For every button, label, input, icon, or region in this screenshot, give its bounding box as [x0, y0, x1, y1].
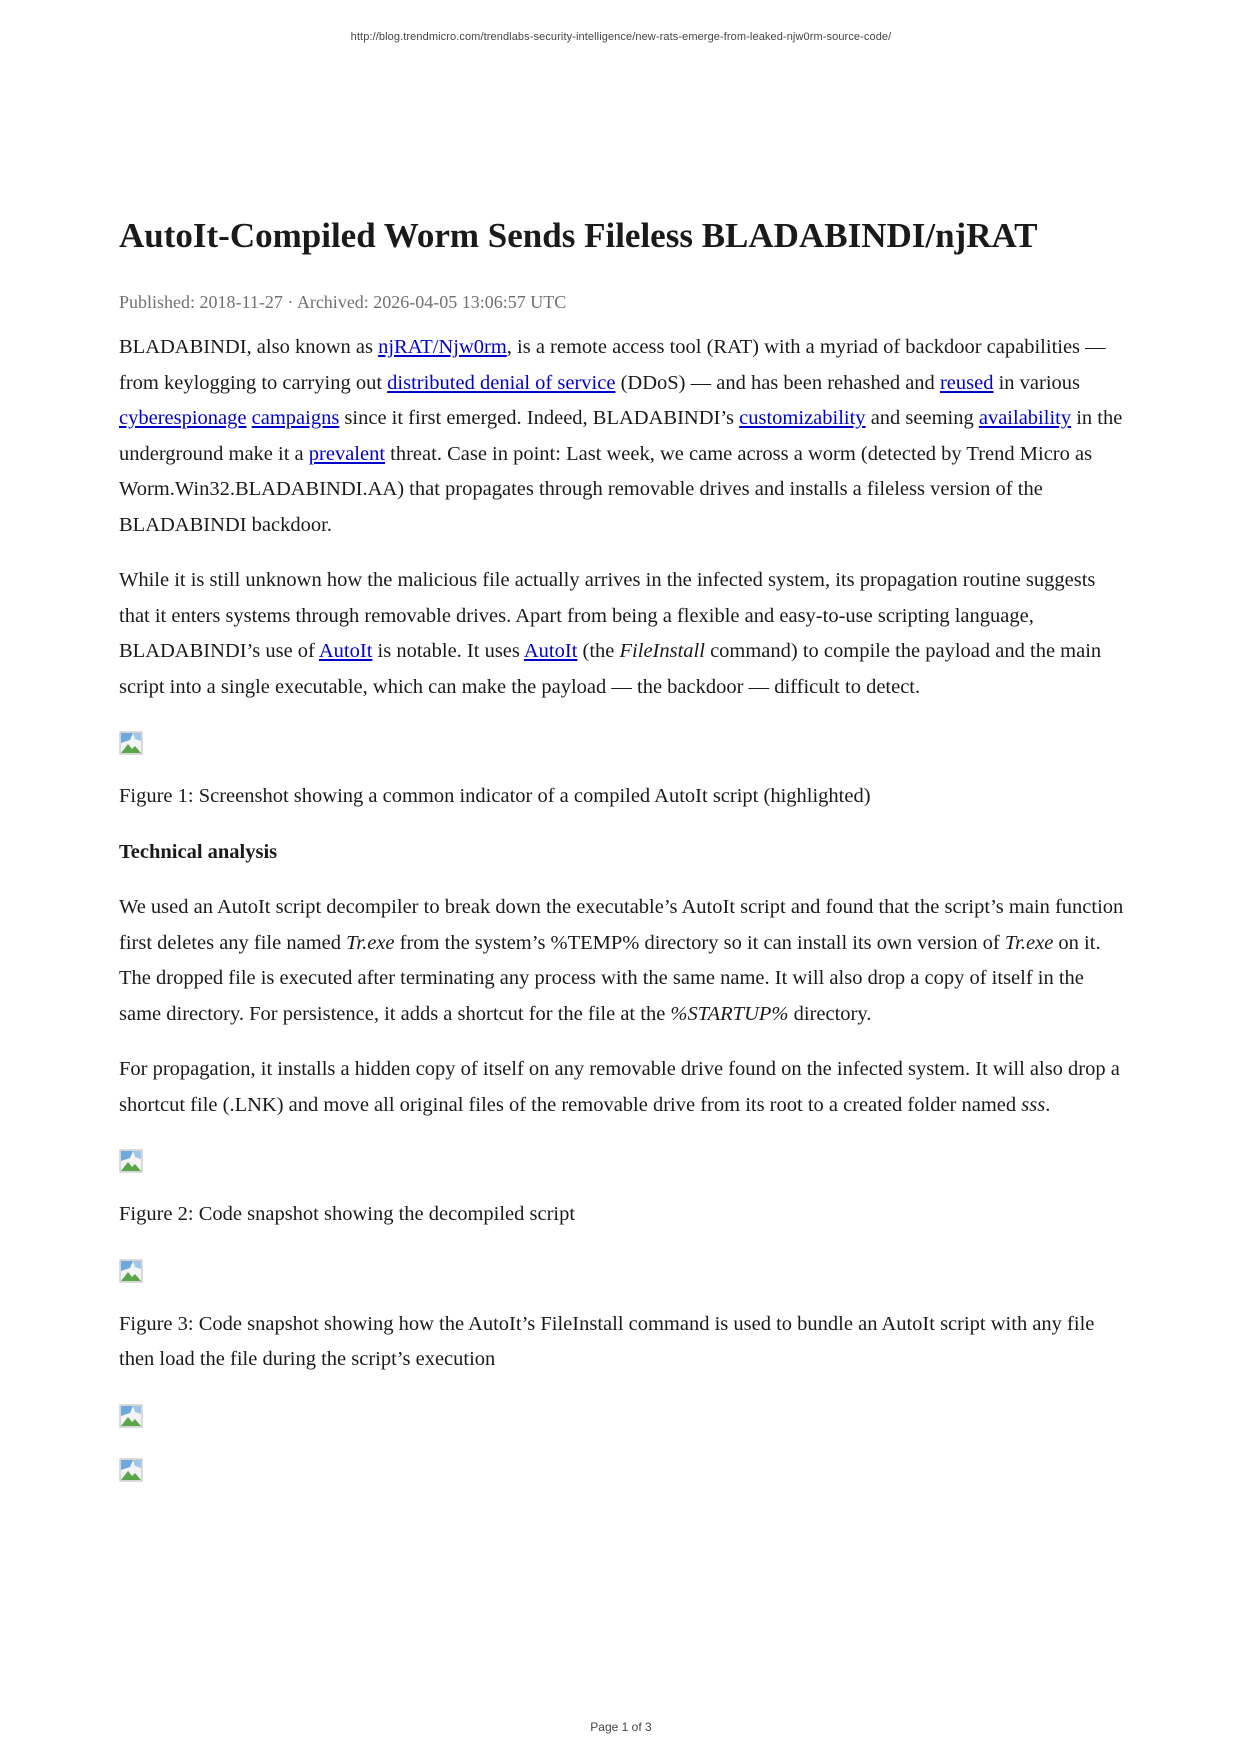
text-run: (DDoS) — and has been rehashed and	[615, 371, 940, 394]
broken-image-icon	[119, 1149, 143, 1173]
broken-image-icon	[119, 1259, 143, 1283]
link-campaigns[interactable]: campaigns	[251, 407, 340, 429]
figure-5-image	[119, 1458, 143, 1482]
broken-image-icon	[119, 1404, 143, 1428]
text-run: from the system’s %TEMP% directory so it can install its own version of	[394, 931, 1005, 954]
link-autoit-2[interactable]: AutoIt	[523, 640, 578, 662]
emphasis-sss: sss	[1021, 1093, 1046, 1116]
figure-1-image	[119, 731, 143, 755]
link-reused[interactable]: reused	[939, 371, 994, 394]
figure-3-image	[119, 1259, 143, 1283]
paragraph-technical	[119, 890, 1131, 1032]
figure-2-caption: Figure 2: Code snapshot showing the decompiled script	[119, 1203, 576, 1225]
emphasis-fileinstall: FileInstall	[619, 640, 705, 662]
emphasis-startup: %STARTUP%	[670, 1002, 789, 1025]
text-run: We used an AutoIt script decompiler to break down the executable’s AutoIt script and found that the script’s main function first deletes any file named	[119, 896, 1124, 954]
paragraph-propagation	[119, 1052, 1131, 1123]
link-njrat[interactable]: njRAT/Njw0rm	[378, 336, 507, 358]
text-run: , is a remote access tool (RAT) with a myriad of backdoor capabilities — from keylogging to carrying out	[119, 336, 1106, 394]
page-number: Page 1 of 3	[590, 1720, 652, 1734]
header-url: http://blog.trendmicro.com/trendlabs-security-intelligence/new-rats-emerge-from-leaked-njw0rm-source-code/	[350, 31, 892, 43]
link-autoit-1[interactable]: AutoIt	[318, 640, 373, 662]
text-run: BLADABINDI, also known as	[119, 336, 379, 358]
emphasis-tr-exe: Tr.exe	[346, 931, 395, 954]
text-run: (the	[577, 640, 620, 662]
text-run: command) to compile the payload and the main script into a single executable, which can make the payload — the backdoor — difficult to detect.	[119, 640, 1102, 698]
text-run: in various	[993, 371, 1080, 394]
text-run: .	[1045, 1093, 1051, 1116]
figure-4-image	[119, 1404, 143, 1428]
link-customizability[interactable]: customizability	[739, 407, 866, 429]
text-run: is notable. It uses	[372, 640, 524, 662]
article	[119, 210, 1131, 1482]
text-run: on it. The dropped file is executed after terminating any process with the same name. It will also drop a copy of itself in the same directory. For persistence, it adds a shortcut for the file at the	[119, 931, 1101, 1025]
link-cyberespionage[interactable]: cyberespionage	[119, 407, 247, 429]
article-title: AutoIt-Compiled Worm Sends Fileless BLADABINDI/njRAT	[119, 216, 1038, 255]
link-prevalent[interactable]: prevalent	[308, 442, 386, 465]
text-run: in the underground make it a	[119, 407, 1123, 465]
text-run: directory.	[788, 1002, 872, 1025]
text-run: and seeming	[865, 407, 979, 429]
broken-image-icon	[119, 731, 143, 755]
link-ddos[interactable]: distributed denial of service	[387, 371, 616, 394]
figure-3-caption: Figure 3: Code snapshot showing how the AutoIt’s FileInstall command is used to bundle an AutoIt script with any file then load the file during the script’s execution	[119, 1312, 1095, 1370]
paragraph-intro	[119, 330, 1131, 543]
text-run: For propagation, it installs a hidden copy of itself on any removable drive found on the infected system. It will also drop a shortcut file (.LNK) and move all original files of the removable drive from its root to a created folder named	[119, 1058, 1120, 1116]
figure-1-caption: Figure 1: Screenshot showing a common indicator of a compiled AutoIt script (highlighted)	[119, 785, 871, 807]
link-availability[interactable]: availability	[978, 407, 1072, 429]
broken-image-icon	[119, 1458, 143, 1482]
article-meta: Published: 2018-11-27 · Archived: 2026-04-05 13:06:57 UTC	[119, 292, 567, 312]
text-run: While it is still unknown how the malicious file actually arrives in the infected system, its propagation routine suggests that it enters systems through removable drives. Apart from being a flexible and easy-to-use scripting language, BLADABINDI’s use of	[119, 569, 1096, 662]
text-run: threat. Case in point: Last week, we came across a worm (detected by Trend Micro as Worm.Win32.BLADABINDI.AA) that propagates through removable drives and installs a fileless version of the BLADABINDI backdoor.	[119, 442, 1093, 536]
emphasis-tr-exe: Tr.exe	[1004, 931, 1054, 954]
figure-2-image	[119, 1149, 143, 1173]
paragraph-autoit	[119, 563, 1131, 705]
section-heading: Technical analysis	[119, 840, 278, 863]
text-run: since it first emerged. Indeed, BLADABINDI’s	[339, 407, 740, 429]
